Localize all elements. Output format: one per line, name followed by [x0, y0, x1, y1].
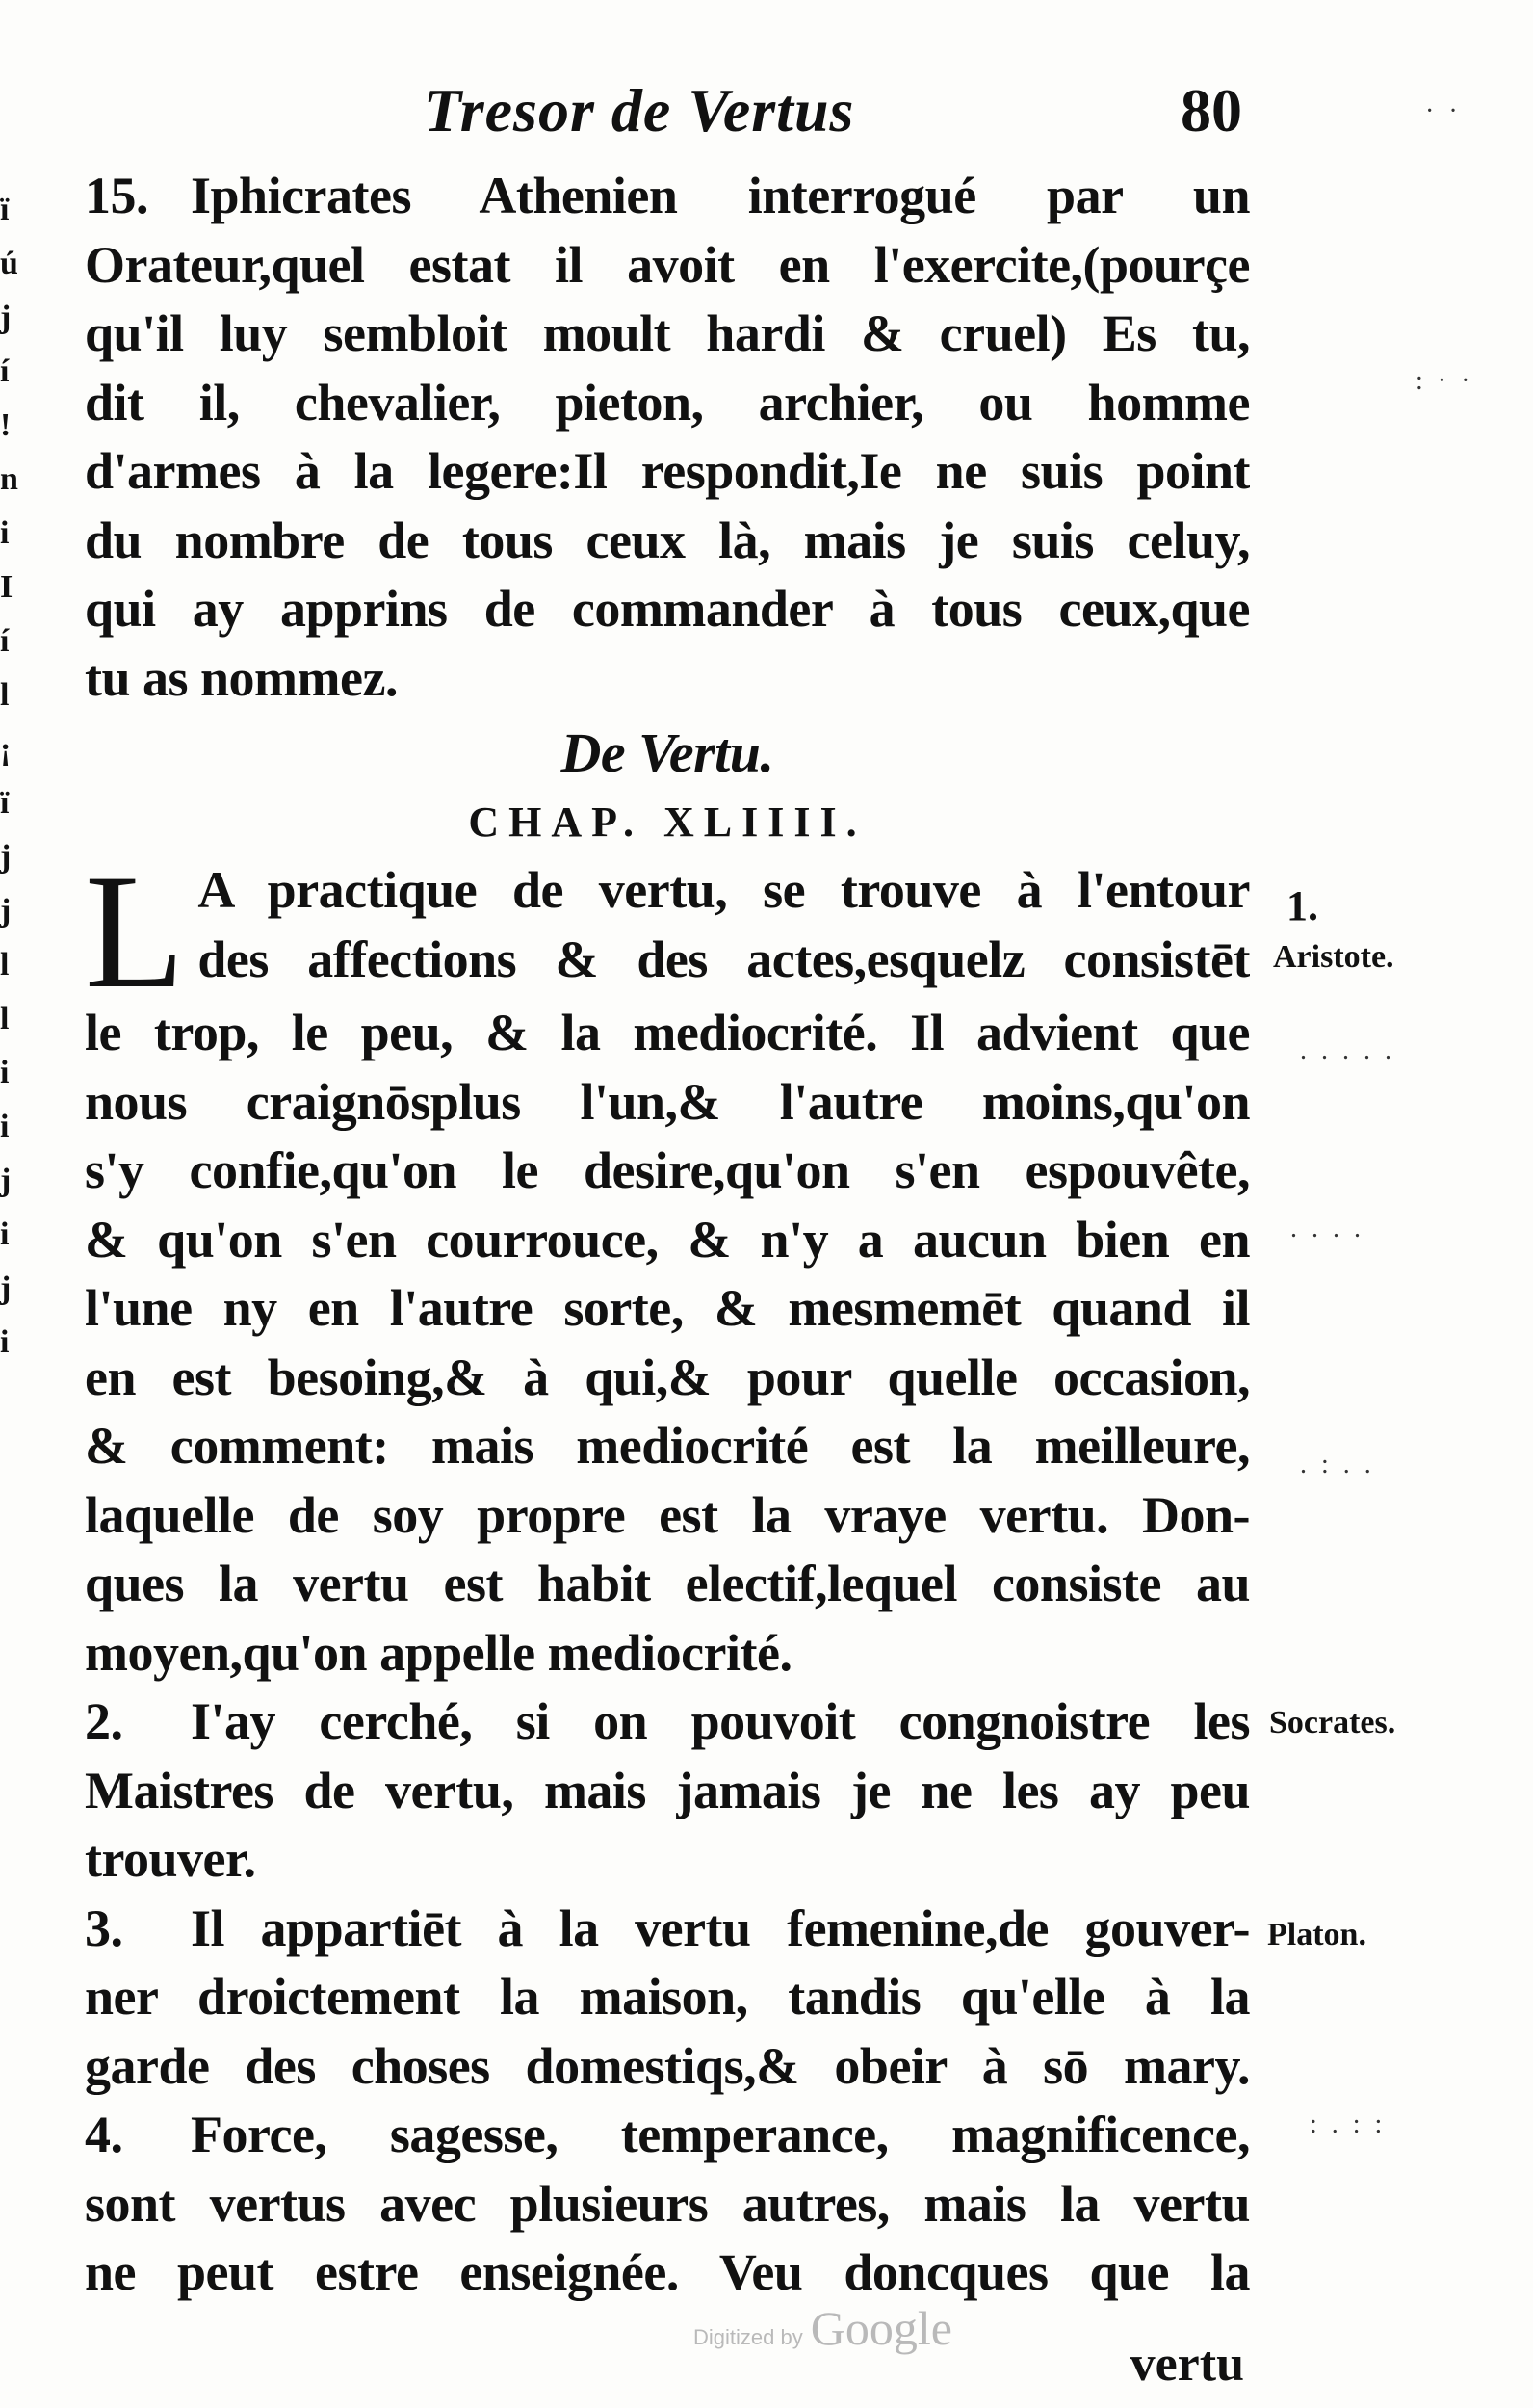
- print-mark: . . . .: [1290, 1214, 1364, 1243]
- print-mark: : . : :: [1310, 2109, 1387, 2139]
- text-line: laquelle de soy propre est la vraye vertu. Don-: [85, 1485, 1250, 1544]
- text-line: A practique de vertu, se trouve à l'entour: [197, 861, 1250, 919]
- paragraph-3: [85, 1895, 1250, 2102]
- gutter-fragment: ú: [0, 246, 16, 281]
- text-line: Orateur,quel estat il avoit en l'exercite,(pourçe: [85, 235, 1250, 294]
- text-line: & comment: mais mediocrité est la meilleure,: [85, 1417, 1250, 1475]
- print-mark: · ·: [1425, 96, 1462, 126]
- text-line: 4. Force, sagesse, temperance, magnificence,: [85, 2101, 1250, 2170]
- gutter-fragment: l: [0, 1001, 8, 1036]
- paragraph-1: [85, 841, 1250, 1688]
- digitized-watermark: Digitized by Google: [693, 2301, 952, 2355]
- gutter-fragment: i: [0, 515, 8, 551]
- text-line: tu as nommez.: [85, 648, 398, 707]
- text-line: en est besoing,& à qui,& pour quelle occasion,: [85, 1348, 1250, 1406]
- text-line: garde des choses domestiqs,& obeir à sō mary.: [85, 2036, 1250, 2095]
- chapter-heading: CHAP. XLIIII.: [468, 798, 867, 846]
- text-line: nous craignōsplus l'un,& l'autre moins,qu'on: [85, 1072, 1250, 1131]
- gutter-fragment: í: [0, 623, 8, 659]
- gutter-fragment: i: [0, 1324, 8, 1360]
- text-line: 2. I'ay cerché, si on pouvoit congnoistre les: [85, 1688, 1250, 1757]
- gutter-fragment: ¡: [0, 731, 10, 767]
- margin-note-socrates: Socrates.: [1269, 1705, 1396, 1741]
- text-line: du nombre de tous ceux là, mais je suis celuy,: [85, 510, 1250, 569]
- gutter-fragment: j: [0, 300, 10, 335]
- margin-note-platon: Platon.: [1267, 1917, 1366, 1952]
- gutter-fragment: l: [0, 947, 8, 982]
- main-text: [85, 162, 1250, 2308]
- text-line: s'y confie,qu'on le desire,qu'on s'en espouvête,: [85, 1141, 1250, 1199]
- gutter-fragment: j: [0, 1163, 10, 1198]
- text-line: 3. Il appartiēt à la vertu femenine,de gouver-: [85, 1895, 1250, 1964]
- print-mark: : · ·: [1416, 366, 1474, 396]
- text-line: moyen,qu'on appelle mediocrité.: [85, 1623, 792, 1682]
- drop-cap: L: [85, 841, 185, 1022]
- text-line: d'armes à la legere:Il respondit,Ie ne suis point: [85, 442, 1250, 500]
- gutter-fragment: I: [0, 569, 12, 605]
- margin-note-number: 1.: [1286, 882, 1318, 929]
- text-line: ne peut estre enseignée. Veu doncques que la: [85, 2243, 1250, 2301]
- text-line: l'une ny en l'autre sorte, & mesmemēt quand il: [85, 1279, 1250, 1337]
- paragraph-number: 3.: [85, 1898, 123, 1957]
- gutter-fragment: i: [0, 1217, 8, 1252]
- paragraph-number: 2.: [85, 1692, 123, 1750]
- text-line: sont vertus avec plusieurs autres, mais la vertu: [85, 2174, 1250, 2233]
- text-line: le trop, le peu, & la mediocrité. Il advient que: [85, 1004, 1250, 1061]
- margin-note-aristotle: Aristote.: [1273, 939, 1394, 975]
- gutter-fragment: l: [0, 677, 8, 713]
- section-title: De Vertu.: [560, 721, 774, 784]
- gutter-fragment: j: [0, 839, 10, 875]
- text-line: trouver.: [85, 1830, 256, 1888]
- text-line: & qu'on s'en courrouce, & n'y a aucun bien en: [85, 1210, 1250, 1269]
- gutter-fragment: i: [0, 1109, 8, 1144]
- running-header: [424, 75, 1271, 152]
- paragraph-number: 4.: [85, 2106, 123, 2163]
- gutter-fragment: ï: [0, 785, 8, 821]
- text-line: ner droictement la maison, tandis qu'elle à la: [85, 1968, 1250, 2026]
- gutter-fragment: i: [0, 1055, 8, 1090]
- text-line: dit il, chevalier, pieton, archier, ou homme: [85, 373, 1250, 432]
- page-number: 80: [1181, 76, 1242, 144]
- text-line: qu'il luy sembloit moult hardi & cruel) Es tu,: [85, 304, 1250, 362]
- paragraph-number: 15.: [85, 167, 148, 224]
- gutter-fragment: !: [0, 407, 10, 443]
- gutter-fragment: ï: [0, 192, 8, 227]
- text-line: des affections & des actes,esquelz consistēt: [197, 929, 1250, 988]
- paragraph-4: [85, 2101, 1250, 2308]
- running-title: Tresor de Vertus: [424, 76, 855, 144]
- catchword: vertu: [1130, 2337, 1244, 2392]
- text-line: Maistres de vertu, mais jamais je ne les ay peu: [85, 1761, 1250, 1819]
- text-line: ques la vertu est habit electif,lequel consiste au: [85, 1555, 1250, 1612]
- gutter-fragment: í: [0, 353, 8, 389]
- print-mark: . . . . .: [1300, 1035, 1395, 1065]
- gutter-fragment: j: [0, 893, 10, 929]
- paragraph-15: [85, 162, 1250, 713]
- gutter-fragments: [0, 183, 39, 2206]
- print-mark: . : . .: [1300, 1450, 1375, 1479]
- gutter-fragment: j: [0, 1270, 10, 1306]
- gutter-fragment: n: [0, 461, 16, 497]
- text-line: qui ay apprins de commander à tous ceux,que: [85, 580, 1250, 638]
- google-logo: Google: [810, 2301, 952, 2355]
- paragraph-2: [85, 1688, 1250, 1895]
- text-line: 15. Iphicrates Athenien interrogué par un: [85, 162, 1250, 231]
